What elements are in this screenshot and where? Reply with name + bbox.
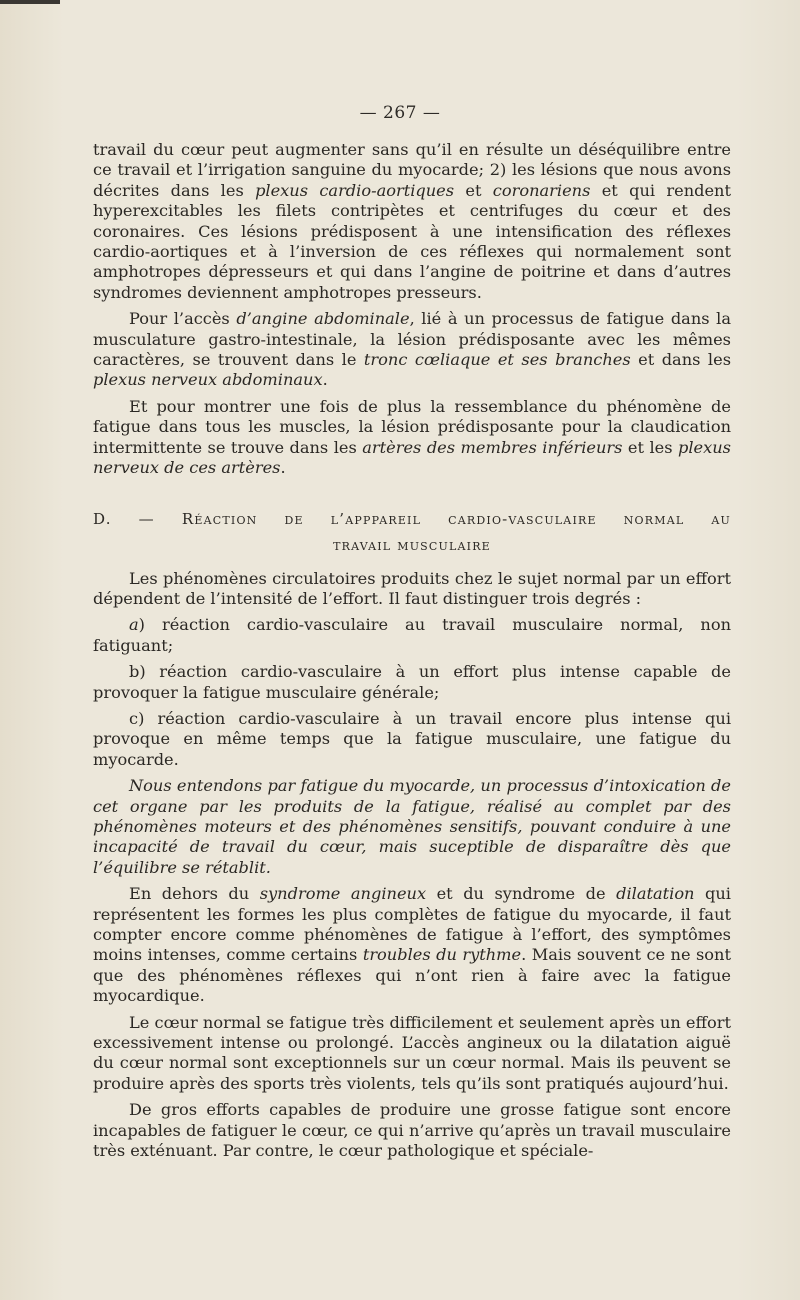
text-run: . Mais souvent ce ne sont que des phénomènes réflexes qui n’ont rien à faire avec la fatigue myocardique.: [93, 945, 731, 1006]
italic-run: plexus nerveux de ces artères: [93, 437, 731, 478]
text-run: En dehors du: [129, 884, 260, 904]
text-run: et: [454, 180, 493, 200]
paragraph-6: b) réaction cardio-vasculaire à un effort plus intense capable de provoquer la fatigue musculaire générale;: [93, 662, 731, 702]
text-run: , lié à un processus de fatigue dans la musculature gastro-intestinale, la lésion prédisposante avec les mêmes caractères, se trouvent dans le: [93, 309, 731, 370]
text-run: et qui rendent hyperexcitables les filets contripètes et centrifuges du cœur et des coronaires. Ces lésions prédisposent à une intensification des réflexes cardio-aortiques et à l’inversion de ces réflexes qui normalement sont amphotropes dépresseurs et qui dans l’angine de poitrine et dans d’autres syndromes deviennent amphotropes presseurs.: [93, 180, 731, 302]
paragraph-9: [93, 884, 731, 1006]
paragraph-7: c) réaction cardio-vasculaire à un travail encore plus intense qui provoque en même temps que la fatigue musculaire, une fatigue du myocarde.: [93, 708, 731, 769]
text-run: ) réaction cardio-vasculaire au travail musculaire normal, non fatiguant;: [93, 615, 731, 655]
text-run: qui représentent les formes les plus complètes de fatigue du myocarde, il faut compter encore comme phénomènes de fatigue à l’effort, des symptômes moins intenses, comme certains: [93, 884, 731, 965]
section-heading-continued: travail musculaire: [333, 535, 491, 554]
text-run: Pour l’accès: [129, 309, 237, 329]
text-run: et dans les: [630, 350, 731, 370]
italic-run: d’angine abdominale: [236, 309, 410, 329]
paragraph-1: [93, 140, 731, 303]
paragraph-4: Les phénomènes circulatoires produits chez le sujet normal par un effort dépendent de l’intensité de l’effort. Il faut distinguer trois degrés :: [93, 568, 731, 608]
italic-run: artères des membres inférieurs: [362, 437, 623, 457]
text-run: travail du cœur peut augmenter sans qu’il en résulte un déséquilibre entre ce travail et l’irrigation sanguine du myocarde; 2) les lésions que nous avons décrites dans les: [93, 140, 731, 200]
text-run: .: [322, 370, 328, 390]
text-run: et les: [622, 437, 678, 457]
italic-run: troubles du rythme: [362, 945, 522, 965]
body-text: [93, 140, 731, 1167]
paragraph-5: [93, 615, 731, 656]
text-run: Et pour montrer une fois de plus la ressemblance du phénomène de fatigue dans tous les muscles, la lésion prédisposante pour la claudication intermittente se trouve dans les: [93, 396, 731, 457]
text-run: et du syndrome de: [426, 884, 617, 904]
scan-edge-mark: [0, 0, 60, 4]
section-heading: D. — Réaction de l’apppareil cardio-vasculaire normal au: [93, 509, 731, 528]
paragraph-8: Nous entendons par fatigue du myocarde, un processus d’intoxication de cet organe par les produits de la fatigue, réalisé au complet par des phénomènes moteurs et des phénomènes sensitifs, pouvant conduire à une incapacité de travail du cœur, mais suceptible de disparaître dès que l’équilibre se rétablit.: [93, 776, 731, 877]
paragraph-3: [93, 397, 731, 479]
italic-run: plexus nerveux abdominaux: [93, 370, 323, 390]
paragraph-10: Le cœur normal se fatigue très difficilement et seulement après un effort excessivement intense ou prolongé. L’accès angineux ou la dilatation aiguë du cœur normal sont exceptionnels sur un cœur normal. Mais ils peuvent se produire après des sports très violents, tels qu’ils sont pratiqués aujourd’hui.: [93, 1012, 731, 1093]
italic-run: syndrome angineux: [259, 884, 427, 904]
paragraph-11: De gros efforts capables de produire une grosse fatigue sont encore incapables de fatiguer le cœur, ce qui n’arrive qu’après un travail musculaire très exténuant. Par contre, le cœur pathologique et spéciale-: [93, 1100, 731, 1161]
italic-run: tronc cœliaque et ses branches: [363, 350, 631, 370]
text-run: .: [280, 458, 286, 478]
italic-run: plexus cardio-aortiques: [255, 180, 455, 200]
page-number: — 267 —: [359, 103, 441, 123]
italic-run: dilatation: [616, 884, 695, 904]
italic-run: coronariens: [492, 180, 591, 200]
paragraph-2: [93, 309, 731, 391]
italic-run: a: [129, 615, 139, 635]
